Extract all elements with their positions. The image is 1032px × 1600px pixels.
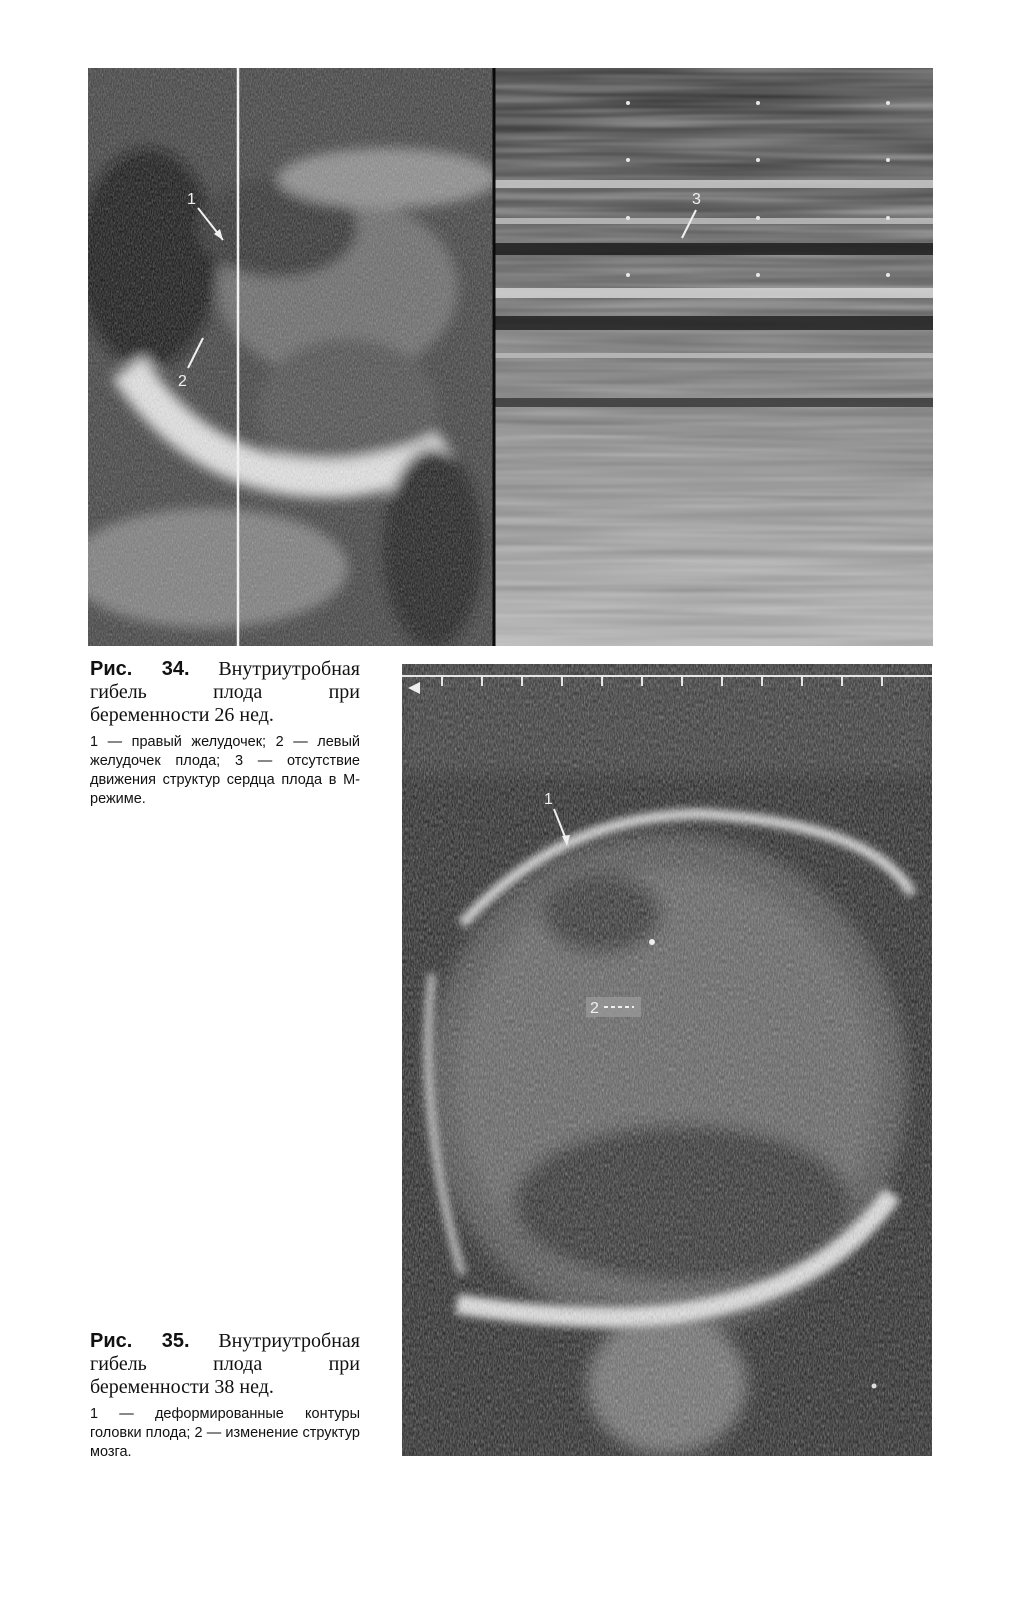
fig35-marker-1: 1 [544,791,553,808]
figure-35-caption [90,1330,360,1462]
figure-34-title [90,658,360,727]
fig34-marker-1: 1 [187,191,196,208]
figure-34-image [88,68,933,646]
fig34-marker-2: 2 [178,373,187,390]
figure-35-title-text: Внутриутробная гибель плода при беременности 38 нед. [90,1330,360,1398]
figure-34-number: Рис. 34. [90,658,190,680]
figure-34-caption [90,658,360,809]
fig34-marker-3: 3 [692,191,701,208]
fig35-marker-2: 2 [590,1000,599,1017]
figure-34-ultrasound [88,68,933,646]
figure-35-number: Рис. 35. [90,1330,190,1352]
figure-35-title [90,1330,360,1399]
figure-35-legend: 1 — деформированные контуры головки плода; 2 — изменение структур мозга. [90,1406,360,1460]
figure-34-title-text: Внутриутробная гибель плода при беременности 26 нед. [90,658,360,726]
figure-35-image [402,664,932,1456]
figure-35-ultrasound [402,664,932,1456]
figure-34-legend: 1 — правый желудочек; 2 — левый желудочек плода; 3 — отсутствие движения структур сердца плода в М-режиме. [90,734,360,807]
